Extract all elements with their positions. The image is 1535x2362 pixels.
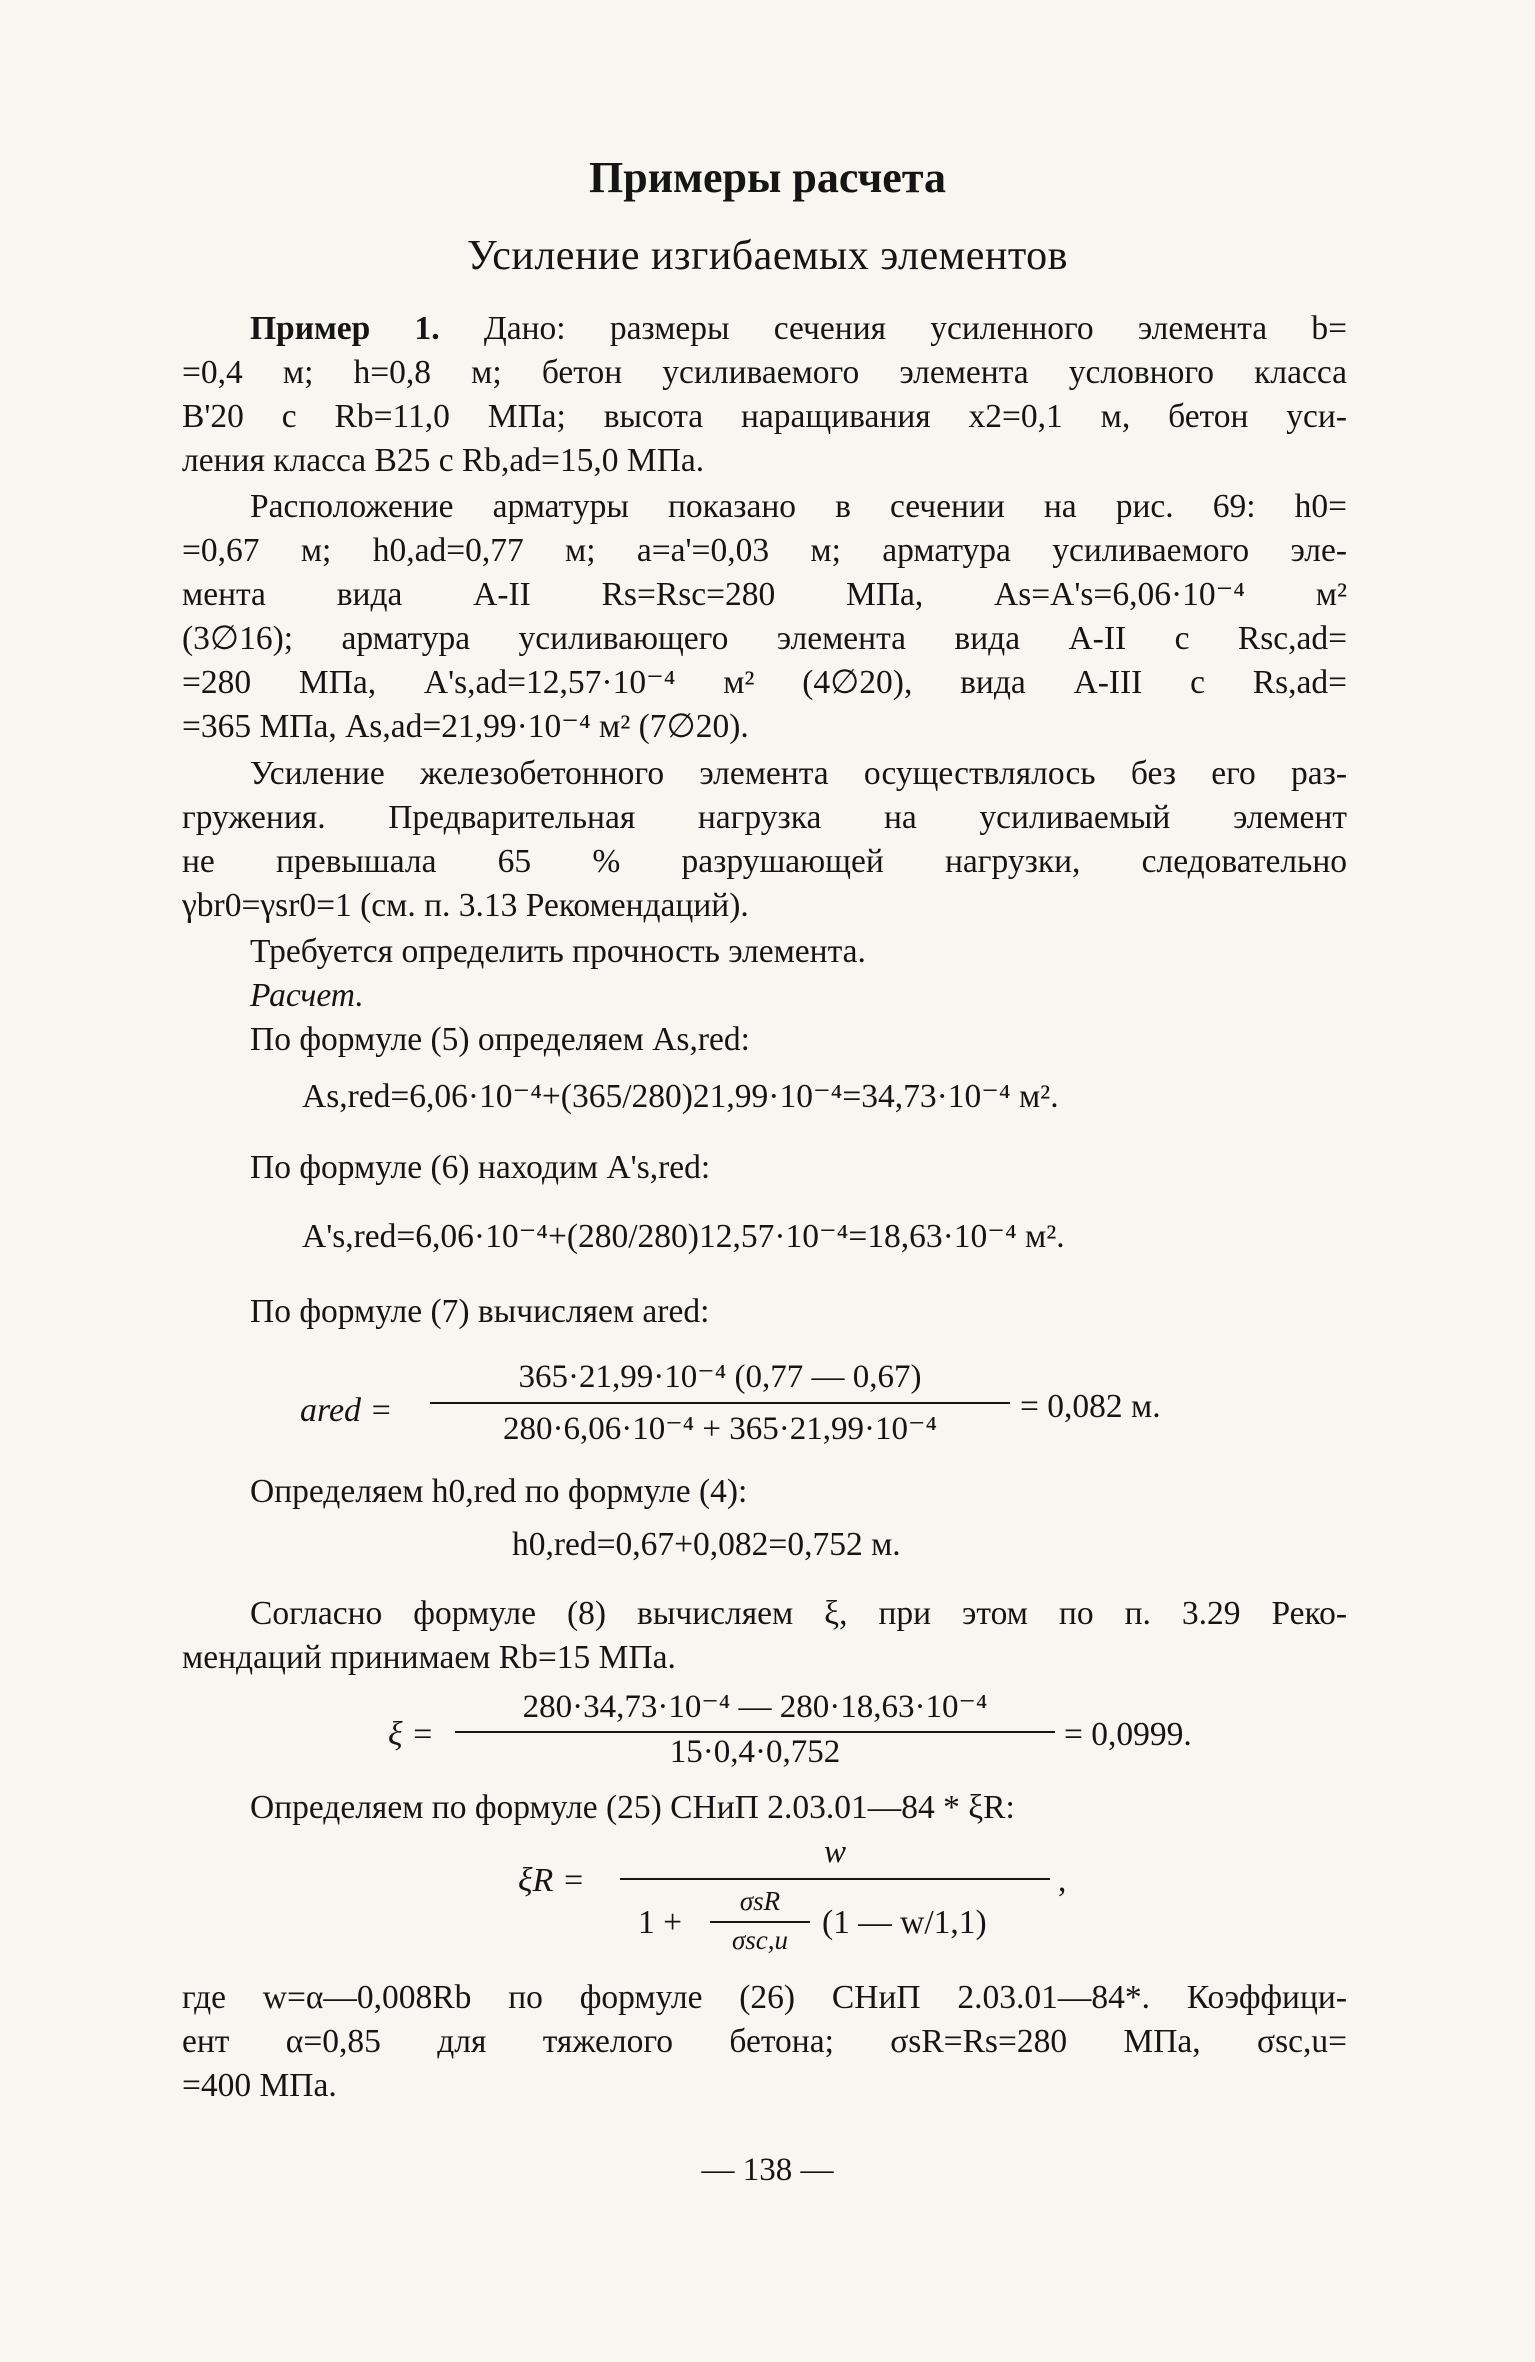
formula-xi-r-den-pre: 1 +	[638, 1904, 683, 1941]
formula-xi-r-den-post: (1 — w/1,1)	[822, 1904, 987, 1941]
inner-fraction-bar	[710, 1921, 810, 1923]
load-line-1: Усиление железобетонного элемента осуществлялось без его раз-	[250, 755, 1347, 792]
rebar-line-1: Расположение арматуры показано в сечении на рис. 69: h0=	[250, 488, 1347, 525]
formula-xi-r-inner-denominator: σsc,u	[731, 1925, 789, 1955]
load-line-4: γbr0=γsr0=1 (см. п. 3.13 Рекомендаций).	[182, 887, 749, 924]
calc-label: Расчет.	[250, 977, 364, 1014]
rebar-line-3: мента вида А-II Rs=Rsc=280 МПа, As=A's=6,06·10⁻⁴ м²	[182, 576, 1347, 613]
formula-xi-lhs: ξ =	[388, 1716, 435, 1753]
fraction-bar	[455, 1731, 1055, 1733]
formula-a-red-lhs: ared =	[300, 1392, 393, 1429]
step-5-text: Определяем по формуле (25) СНиП 2.03.01—84 * ξR:	[250, 1789, 1015, 1826]
section-title: Примеры расчета	[589, 153, 946, 202]
formula-xi-r-inner-numerator: σsR	[739, 1886, 781, 1916]
rebar-line-2: =0,67 м; h0,ad=0,77 м; a=a'=0,03 м; арматура усиливаемого эле-	[182, 532, 1347, 569]
fraction-bar	[620, 1878, 1050, 1880]
page-number: — 138 —	[701, 2152, 834, 2188]
xi-line-1: Согласно формуле (8) вычисляем ξ, при этом по п. 3.29 Реко-	[250, 1595, 1347, 1632]
where-line-1: где w=α—0,008Rb по формуле (26) СНиП 2.03.01—84*. Коэффици-	[182, 1979, 1347, 2016]
example-label: Пример 1.	[250, 310, 440, 347]
section-subtitle: Усиление изгибаемых элементов	[467, 233, 1068, 279]
step-3-text: По формуле (7) вычисляем ared:	[250, 1293, 710, 1330]
formula-a-red-result: = 0,082 м.	[1020, 1388, 1161, 1425]
where-line-3: =400 МПа.	[182, 2067, 337, 2104]
formula-as-prime-red: A's,red=6,06·10⁻⁴+(280/280)12,57·10⁻⁴=18,63·10⁻⁴ м².	[302, 1218, 1065, 1255]
rebar-line-5: =280 МПа, A's,ad=12,57·10⁻⁴ м² (4∅20), вида А-III с Rs,ad=	[182, 664, 1347, 701]
step-4-text: Определяем h0,red по формуле (4):	[250, 1473, 748, 1510]
formula-xi-r-rhs: ,	[1058, 1862, 1067, 1899]
load-line-3: не превышала 65 % разрушающей нагрузки, следовательно	[182, 843, 1347, 880]
formula-xi-denominator: 15·0,4·0,752	[669, 1734, 841, 1770]
load-line-2: гружения. Предварительная нагрузка на усиливаемый элемент	[182, 799, 1347, 836]
formula-h0-red: h0,red=0,67+0,082=0,752 м.	[512, 1526, 901, 1563]
example-line-1: Пример 1. Дано: размеры сечения усиленного элемента b=	[250, 310, 1348, 347]
formula-a-red-numerator: 365·21,99·10⁻⁴ (0,77 — 0,67)	[518, 1359, 922, 1395]
formula-xi-numerator: 280·34,73·10⁻⁴ — 280·18,63·10⁻⁴	[522, 1689, 988, 1725]
formula-xi-r-numerator: w	[823, 1834, 846, 1870]
formula-a-red-denominator: 280·6,06·10⁻⁴ + 365·21,99·10⁻⁴	[503, 1411, 937, 1447]
formula-as-red: As,red=6,06·10⁻⁴+(365/280)21,99·10⁻⁴=34,73·10⁻⁴ м².	[302, 1078, 1059, 1115]
fraction-bar	[430, 1402, 1010, 1404]
xi-line-2: мендаций принимаем Rb=15 МПа.	[182, 1639, 676, 1676]
formula-xi-result: = 0,0999.	[1064, 1716, 1192, 1753]
formula-xi-r-lhs: ξR =	[518, 1862, 585, 1899]
rebar-line-4: (3∅16); арматура усиливающего элемента вида А-II с Rsc,ad=	[182, 620, 1347, 657]
step-2-text: По формуле (6) находим A's,red:	[250, 1149, 711, 1186]
example-line-2: =0,4 м; h=0,8 м; бетон усиливаемого элемента условного класса	[182, 354, 1347, 391]
example-line-4: ления класса В25 с Rb,ad=15,0 МПа.	[182, 442, 705, 479]
step-1-text: По формуле (5) определяем As,red:	[250, 1021, 750, 1058]
rebar-line-6: =365 МПа, As,ad=21,99·10⁻⁴ м² (7∅20).	[182, 708, 749, 745]
where-line-2: ент α=0,85 для тяжелого бетона; σsR=Rs=280 МПа, σsc,u=	[182, 2023, 1347, 2060]
example-line-3: В'20 с Rb=11,0 МПа; высота наращивания x2=0,1 м, бетон уси-	[182, 398, 1347, 435]
required-text: Требуется определить прочность элемента.	[250, 933, 866, 970]
